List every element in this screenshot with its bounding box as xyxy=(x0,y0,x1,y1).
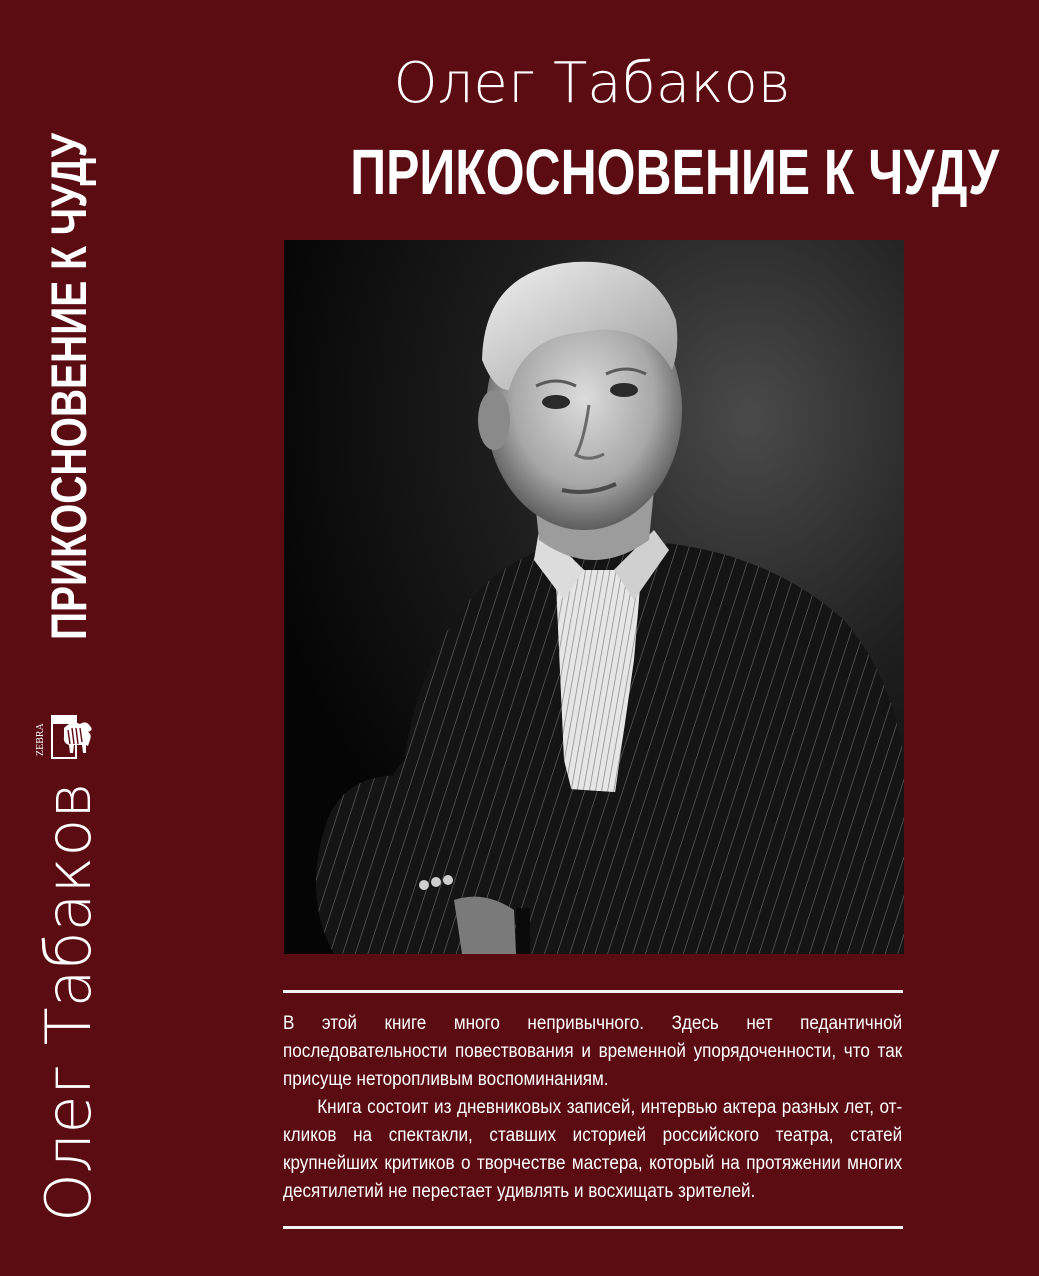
publisher-logo-text: ZEBRA xyxy=(35,723,46,756)
spine-title: ПРИКОСНОВЕНИЕ К ЧУДУ xyxy=(41,133,97,640)
spine-author: Олег Табаков xyxy=(32,782,105,1222)
description-paragraph-2: Книга состоит из дневниковых записей, интервью актера разных лет, от-кликов на спектакли, ставших историей российского театра, статей крупнейших критиков о творчестве мастера, который на протяжении многих десятилетий не перестает удивлять и восхищать зрителей. xyxy=(283,1097,903,1202)
cover-title: ПРИКОСНОВЕНИЕ К ЧУДУ xyxy=(350,136,1000,208)
author-portrait-photo xyxy=(284,240,904,954)
divider-bottom xyxy=(283,1226,903,1229)
book-description xyxy=(283,1010,902,1206)
portrait-illustration xyxy=(284,240,904,954)
cover-author: Олег Табаков xyxy=(393,51,791,116)
publisher-logo xyxy=(36,706,120,766)
zebra-logo-icon xyxy=(36,706,120,766)
divider-top xyxy=(283,990,903,993)
description-paragraph-1: В этой книге много непривычного. Здесь нет педантичной последовательности повествования и временной упорядоченности, что так присуще неторопливым воспоминаниям. xyxy=(283,1013,903,1090)
